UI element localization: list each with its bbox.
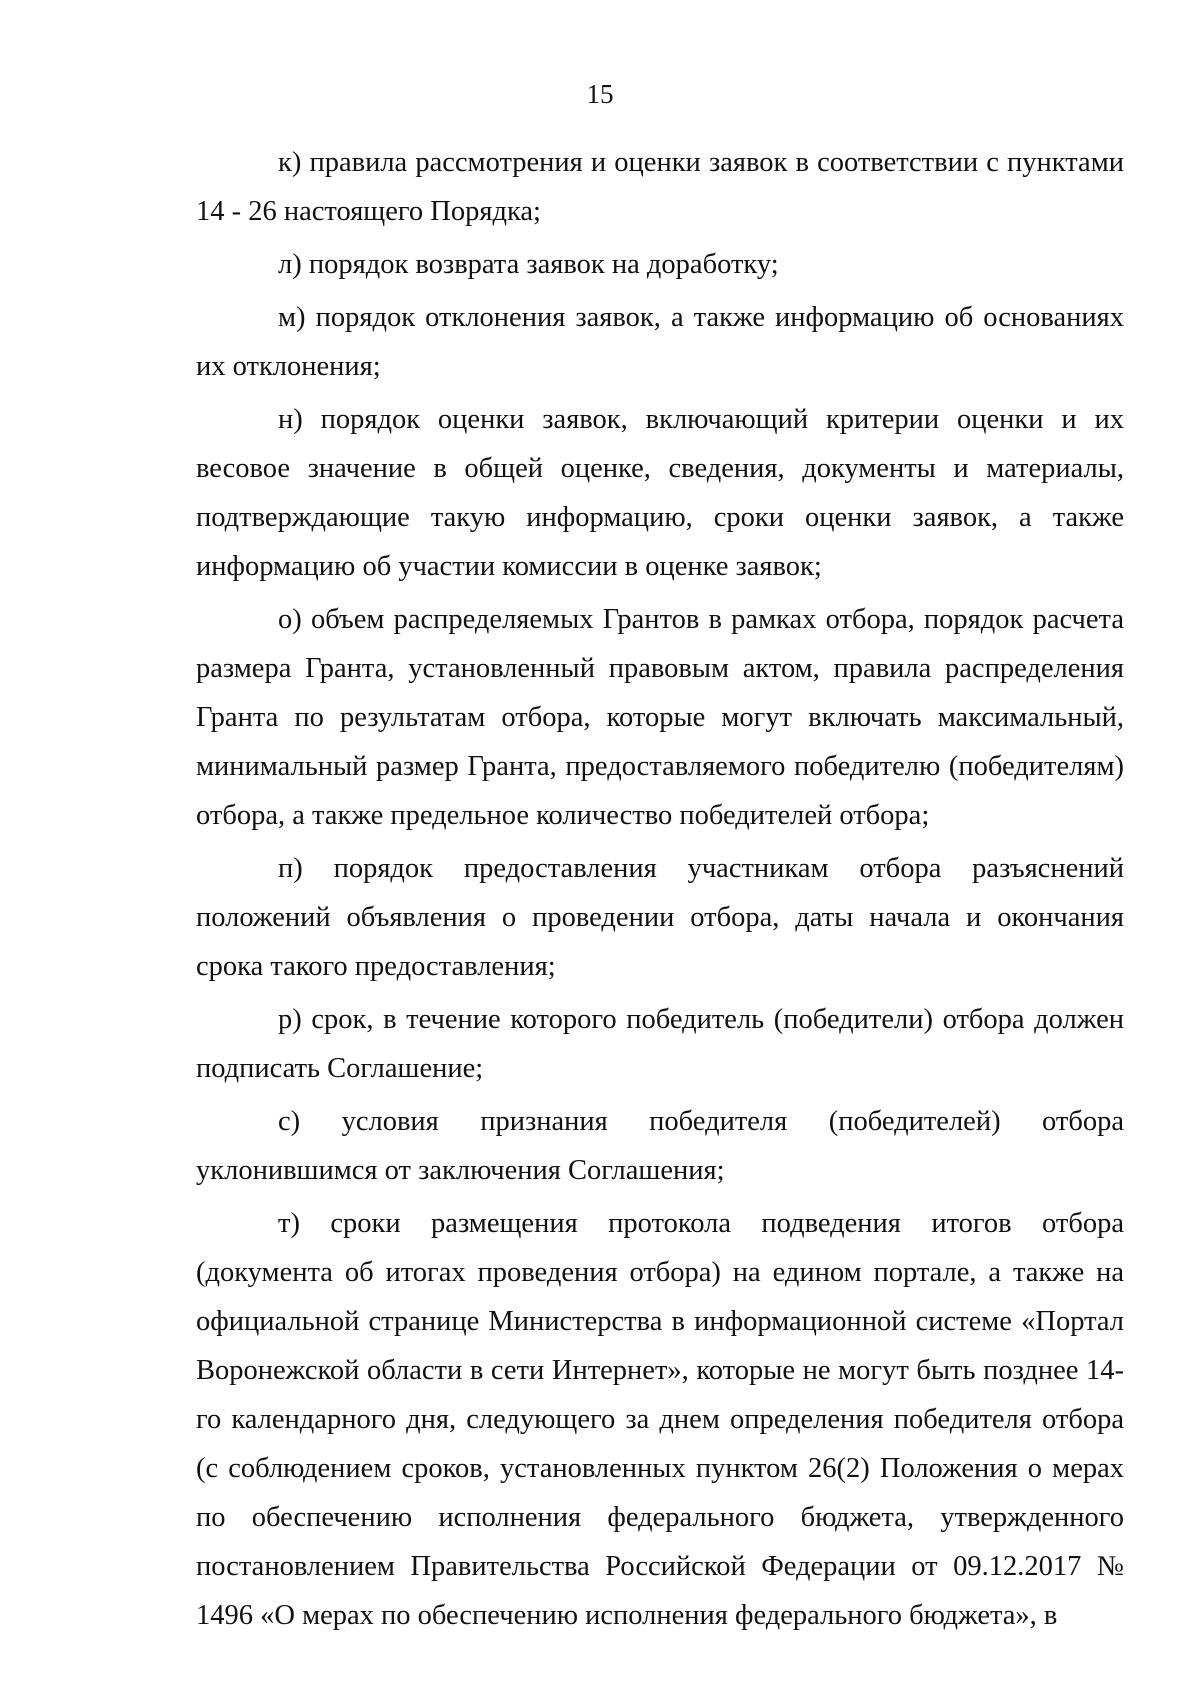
paragraph-k: к) правила рассмотрения и оценки заявок в соответствии с пунктами 14 - 26 настоящего Порядка;	[196, 147, 1124, 227]
paragraph-l: л) порядок возврата заявок на доработку;	[278, 249, 779, 280]
paragraph-r: р) срок, в течение которого победитель (победители) отбора должен подписать Соглашение;	[196, 1004, 1124, 1084]
page-number: 15	[586, 79, 614, 109]
paragraph-m: м) порядок отклонения заявок, а также информацию об основаниях их отклонения;	[196, 302, 1124, 382]
paragraph-t: т) сроки размещения протокола подведения итогов отбора (документа об итогах проведения отбора) на едином портале, а также на официальной странице Министерства в информационной системе «Портал Воронежской области в сети Интернет», которые не могут быть позднее 14-го календарного дня, следующего за днем определения победителя отбора (с соблюдением сроков, установленных пунктом 26(2) Положения о мерах по обеспечению исполнения федерального бюджета, утвержденного постановлением Правительства Российской Федерации от 09.12.2017 № 1496 «О мерах по обеспечению исполнения федерального бюджета», в	[196, 1208, 1124, 1631]
paragraph-o: о) объем распределяемых Грантов в рамках отбора, порядок расчета размера Гранта, установленный правовым актом, правила распределения Гранта по результатам отбора, которые могут включать максимальный, минимальный размер Гранта, предоставляемого победителю (победителям) отбора, а также предельное количество победителей отбора;	[196, 604, 1124, 831]
paragraph-s: с) условия признания победителя (победителей) отбора уклонившимся от заключения Соглашения;	[196, 1106, 1124, 1186]
document-body	[196, 138, 1124, 1644]
paragraph-n: н) порядок оценки заявок, включающий критерии оценки и их весовое значение в общей оценке, сведения, документы и материалы, подтверждающие такую информацию, сроки оценки заявок, а также информацию об участии комиссии в оценке заявок;	[196, 404, 1124, 582]
paragraph-p: п) порядок предоставления участникам отбора разъяснений положений объявления о проведении отбора, даты начала и окончания срока такого предоставления;	[196, 853, 1124, 982]
